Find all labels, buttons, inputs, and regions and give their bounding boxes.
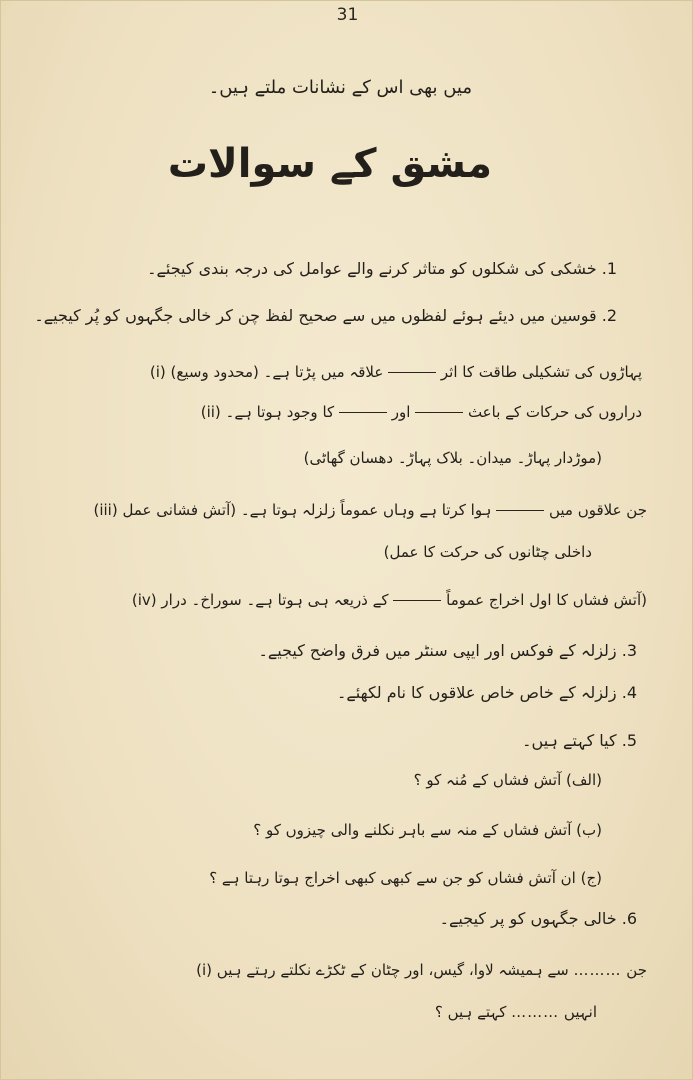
page-number: 31 xyxy=(336,5,359,25)
q2-part-i-text-before: پہاڑوں کی تشکیلی طاقت کا اثر xyxy=(440,363,642,381)
question-6-part-i xyxy=(196,961,647,979)
question-4-text: زلزلہ کے خاص خاص علاقوں کا نام لکھئے۔ xyxy=(336,683,617,702)
q2-part-iv-label: (iv) xyxy=(131,591,157,609)
q5-part-be-label: (ب) xyxy=(576,821,602,839)
question-5-number: 5. xyxy=(621,731,637,750)
question-4-number: 4. xyxy=(621,683,637,702)
question-1-number: 1. xyxy=(601,259,617,278)
fill-dots: ……… xyxy=(511,1003,560,1021)
question-2-part-iii xyxy=(93,501,647,519)
q5-part-alif-label: (الف) xyxy=(566,771,602,789)
question-6 xyxy=(440,909,637,928)
question-5-part-be xyxy=(253,821,602,839)
question-2-number: 2. xyxy=(601,306,617,325)
q2-part-iii-text-after: ہوا کرتا ہے وہاں عموماً زلزلہ ہوتا ہے۔ (آتش فشانی عمل xyxy=(122,501,492,519)
question-2-options-2: داخلی چٹانوں کی حرکت کا عمل) xyxy=(383,543,592,561)
question-5 xyxy=(522,731,637,750)
fill-blank xyxy=(339,412,387,413)
page-heading: مشق کے سوالات xyxy=(167,141,492,187)
question-2-text: قوسین میں دیئے ہوئے لفظوں میں سے صحیح لفظ چن کر خالی جگہوں کو پُر کیجیے۔ xyxy=(34,306,597,325)
question-4 xyxy=(337,683,637,702)
q2-part-ii-text-middle: اور xyxy=(391,403,411,421)
q2-part-i-label: (i) xyxy=(149,363,166,381)
question-1-text: خشکی کی شکلوں کو متاثر کرنے والے عوامل کی درجہ بندی کیجئے۔ xyxy=(147,259,597,278)
fill-blank xyxy=(388,372,436,373)
q6-part-i-text-before: جن xyxy=(626,961,647,979)
question-3-number: 3. xyxy=(621,641,637,660)
question-6-part-i-cont xyxy=(435,1003,597,1021)
question-2-part-i xyxy=(150,363,642,381)
question-5-part-jeem xyxy=(209,869,602,887)
question-2 xyxy=(34,306,617,325)
question-6-text: خالی جگہوں کو پر کیجیے۔ xyxy=(439,909,617,928)
q5-part-alif-text: آتش فشاں کے مُنہ کو ؟ xyxy=(413,771,562,789)
question-2-part-ii xyxy=(201,403,642,421)
q6-part-i-cont-text-after: کہتے ہیں ؟ xyxy=(434,1003,507,1021)
question-2-options-1: (موڑدار پہاڑ۔ میدان۔ بلاک پہاڑ۔ دھسان گھاٹی) xyxy=(303,449,602,467)
fill-blank xyxy=(496,510,544,511)
q2-part-ii-label: (ii) xyxy=(200,403,221,421)
fill-dots: ……… xyxy=(573,961,622,979)
q2-part-iii-text-before: جن علاقوں میں xyxy=(548,501,647,519)
q2-part-iii-label: (iii) xyxy=(93,501,118,519)
q5-part-be-text: آتش فشاں کے منہ سے باہر نکلنے والی چیزوں کو ؟ xyxy=(253,821,572,839)
question-1 xyxy=(147,259,617,278)
q6-part-i-text-middle: سے ہمیشہ لاوا، گیس، اور چٹان کے ٹکڑے نکلتے رہتے ہیں xyxy=(216,961,569,979)
intro-line: میں بھی اس کے نشانات ملتے ہیں۔ xyxy=(208,77,472,98)
fill-blank xyxy=(393,600,441,601)
question-6-number: 6. xyxy=(621,909,637,928)
q6-part-i-label: (i) xyxy=(196,961,212,979)
q6-part-i-cont-text-before: انہیں xyxy=(563,1003,597,1021)
q2-part-iv-text-after: کے ذریعہ ہی ہوتا ہے۔ سوراخ۔ درار) xyxy=(161,591,647,609)
question-5-text: کیا کہتے ہیں۔ xyxy=(522,731,617,750)
question-3-text: زلزلہ کے فوکس اور ایپی سنٹر میں فرق واضح کیجیے۔ xyxy=(258,641,617,660)
q2-part-iv-text-before: آتش فشاں کا اول اخراج عموماً xyxy=(446,591,642,609)
q2-part-i-text-after: علاقہ میں پڑتا ہے۔ (محدود وسیع) xyxy=(170,363,384,381)
question-3 xyxy=(258,641,637,660)
q5-part-jeem-text: ان آتش فشاں کو جن سے کبھی کبھی اخراج ہوتا رہتا ہے ؟ xyxy=(209,869,576,887)
q2-part-ii-text-after: کا وجود ہوتا ہے۔ xyxy=(225,403,335,421)
question-5-part-alif xyxy=(414,771,602,789)
q5-part-jeem-label: (ج) xyxy=(580,869,602,887)
q2-part-ii-text-before: دراروں کی حرکات کے باعث xyxy=(467,403,642,421)
question-2-part-iv xyxy=(132,591,647,609)
fill-blank xyxy=(415,412,463,413)
